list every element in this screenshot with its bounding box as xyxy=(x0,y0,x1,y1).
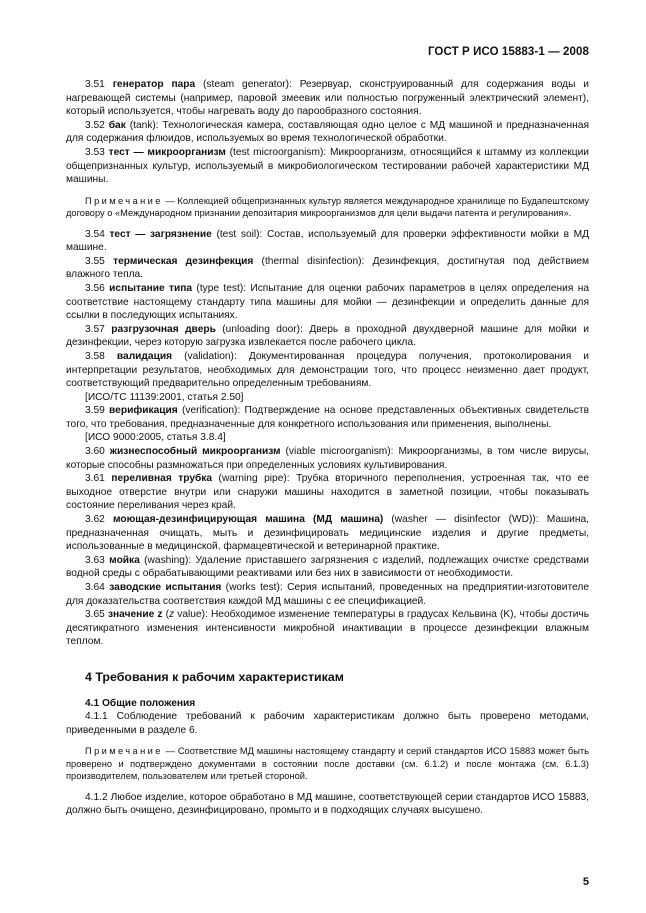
reference-iso-9000: [ИСО 9000:2005, статья 3.8.4] xyxy=(85,432,226,444)
definition-3-58: 3.58 валидация (validation): Документированная процедура получения, протоколирования и интерпретации результатов, необходимых для демонстрации того, что процесс неизменно дает продукт, соответствующий предварительно определенным требованиям. xyxy=(66,350,589,390)
definition-3-56: 3.56 испытание типа (type test): Испытание для оценки рабочих параметров в целях определения на соответствие настоящему стандарту типа машины для мойки — дезинфекции и определить данные для ссылки в последующих испытаниях. xyxy=(66,282,589,322)
definition-3-61: 3.61 переливная трубка (warning pipe): Трубка вторичного переполнения, устроенная так, что ее выходное отверстие внутри или снаружи машины находится в заметной позиции, чтобы показывать состояние переливания через край. xyxy=(66,473,589,512)
paragraph-4-1-1: 4.1.1 Соблюдение требований к рабочим характеристикам должно быть проверено методами, приведенными в разделе 6. xyxy=(66,711,589,736)
note-cultures: Примечание — Коллекцией общепризнанных культур является международное хранилище по Будапештскому договору о «Международном признании депозитария микроорганизмов для цели выдачи патента и регулирования». xyxy=(66,195,589,219)
definition-3-59: 3.59 верификация (verification): Подтверждение на основе представленных объективных свидетельств того, что требования, предназначенные для конкретного использования или применения, выполнены. xyxy=(66,405,589,430)
note-compliance: Примечание — Соответствие МД машины настоящему стандарту и серий стандартов ИСО 15883 может быть проверено и подтверждено документами в состоянии после доставки (см. 6.1.2) и после монтажа (см. 6.1.3) производителем, пользователем или третьей стороной. xyxy=(66,746,589,782)
definition-3-57: 3.57 разгрузочная дверь (unloading door): Дверь в проходной двухдверной машине для мойки и дезинфекции, через которую загрузка извлекается после рабочего цикла. xyxy=(66,323,589,349)
definition-3-54: 3.54 тест — загрязнение (test soil): Состав, используемый для проверки эффективности мойки в МД машине. xyxy=(66,228,589,254)
page-header: ГОСТ Р ИСО 15883-1 — 2008 xyxy=(427,46,589,58)
definition-3-60: 3.60 жизнеспособный микроорганизм (viable microorganism): Микроорганизмы, в том числе вирусы, которые способны размножаться при определенных условиях культивирования. xyxy=(66,446,589,471)
paragraph-4-1-2: 4.1.2 Любое изделие, которое обработано в МД машине, соответствующей серии стандартов ИСО 15883, должно быть очищено, дезинфицировано, промыто и в подходящих случаях высушено. xyxy=(66,791,589,817)
subsection-4-1-title: 4.1 Общие положения xyxy=(85,697,196,709)
page-number: 5 xyxy=(582,876,589,888)
definition-3-64: 3.64 заводские испытания (works test): Серия испытаний, проведенных на предприятии-изготовителе для доказательства соответствия каждой МД машины с ее спецификацией. xyxy=(66,582,589,607)
definition-3-55: 3.55 термическая дезинфекция (thermal disinfection): Дезинфекция, достигнутая под действием влажного тепла. xyxy=(66,255,589,281)
definition-3-62: 3.62 моющая-дезинфицирующая машина (МД машина) (washer — disinfector (WD)): Машина, предназначенная очищать, мыть и дезинфицировать медицинские изделия и другие предметы, использованные в медицинской, фармацевтической и ветеринарной практике. xyxy=(66,514,589,553)
reference-iso-ts-11139: [ИСО/ТС 11139:2001, статья 2.50] xyxy=(85,391,244,403)
page-content xyxy=(66,78,589,818)
definition-3-53: 3.53 тест — микроорганизм (test microorganism): Микроорганизм, относящийся к штамму из коллекции общепризнанных культур, используемый в микробиологическом тестировании рабочей характеристики МД машины. xyxy=(66,146,589,186)
section-4-title: 4 Требования к рабочим характеристикам xyxy=(85,669,344,684)
definition-3-51: 3.51 генератор пара (steam generator): Резервуар, сконструированный для содержания воды и нагревающей системы (например, паровой змеевик или полностью погруженный электрический элемент), который используется, чтобы нагревать воду до парообразного состояния. xyxy=(66,79,589,118)
definition-3-63: 3.63 мойка (washing): Удаление приставшего загрязнения с изделий, подлежащих очистке средствами водной среды с обрабатывающими реактивами или без них в зависимости от необходимости. xyxy=(66,554,589,580)
definition-3-52: 3.52 бак (tank): Технологическая камера, составляющая одно целое с МД машиной и предназначенная для содержания флюидов, используемых во время технологической обработки. xyxy=(66,119,589,145)
definition-3-65: 3.65 значение z (z value): Необходимое изменение температуры в градусах Кельвина (K), чтобы достичь десятикратного изменения интенсивности микробной инактивации в процессе дезинфекции влажным теплом. xyxy=(66,609,590,648)
